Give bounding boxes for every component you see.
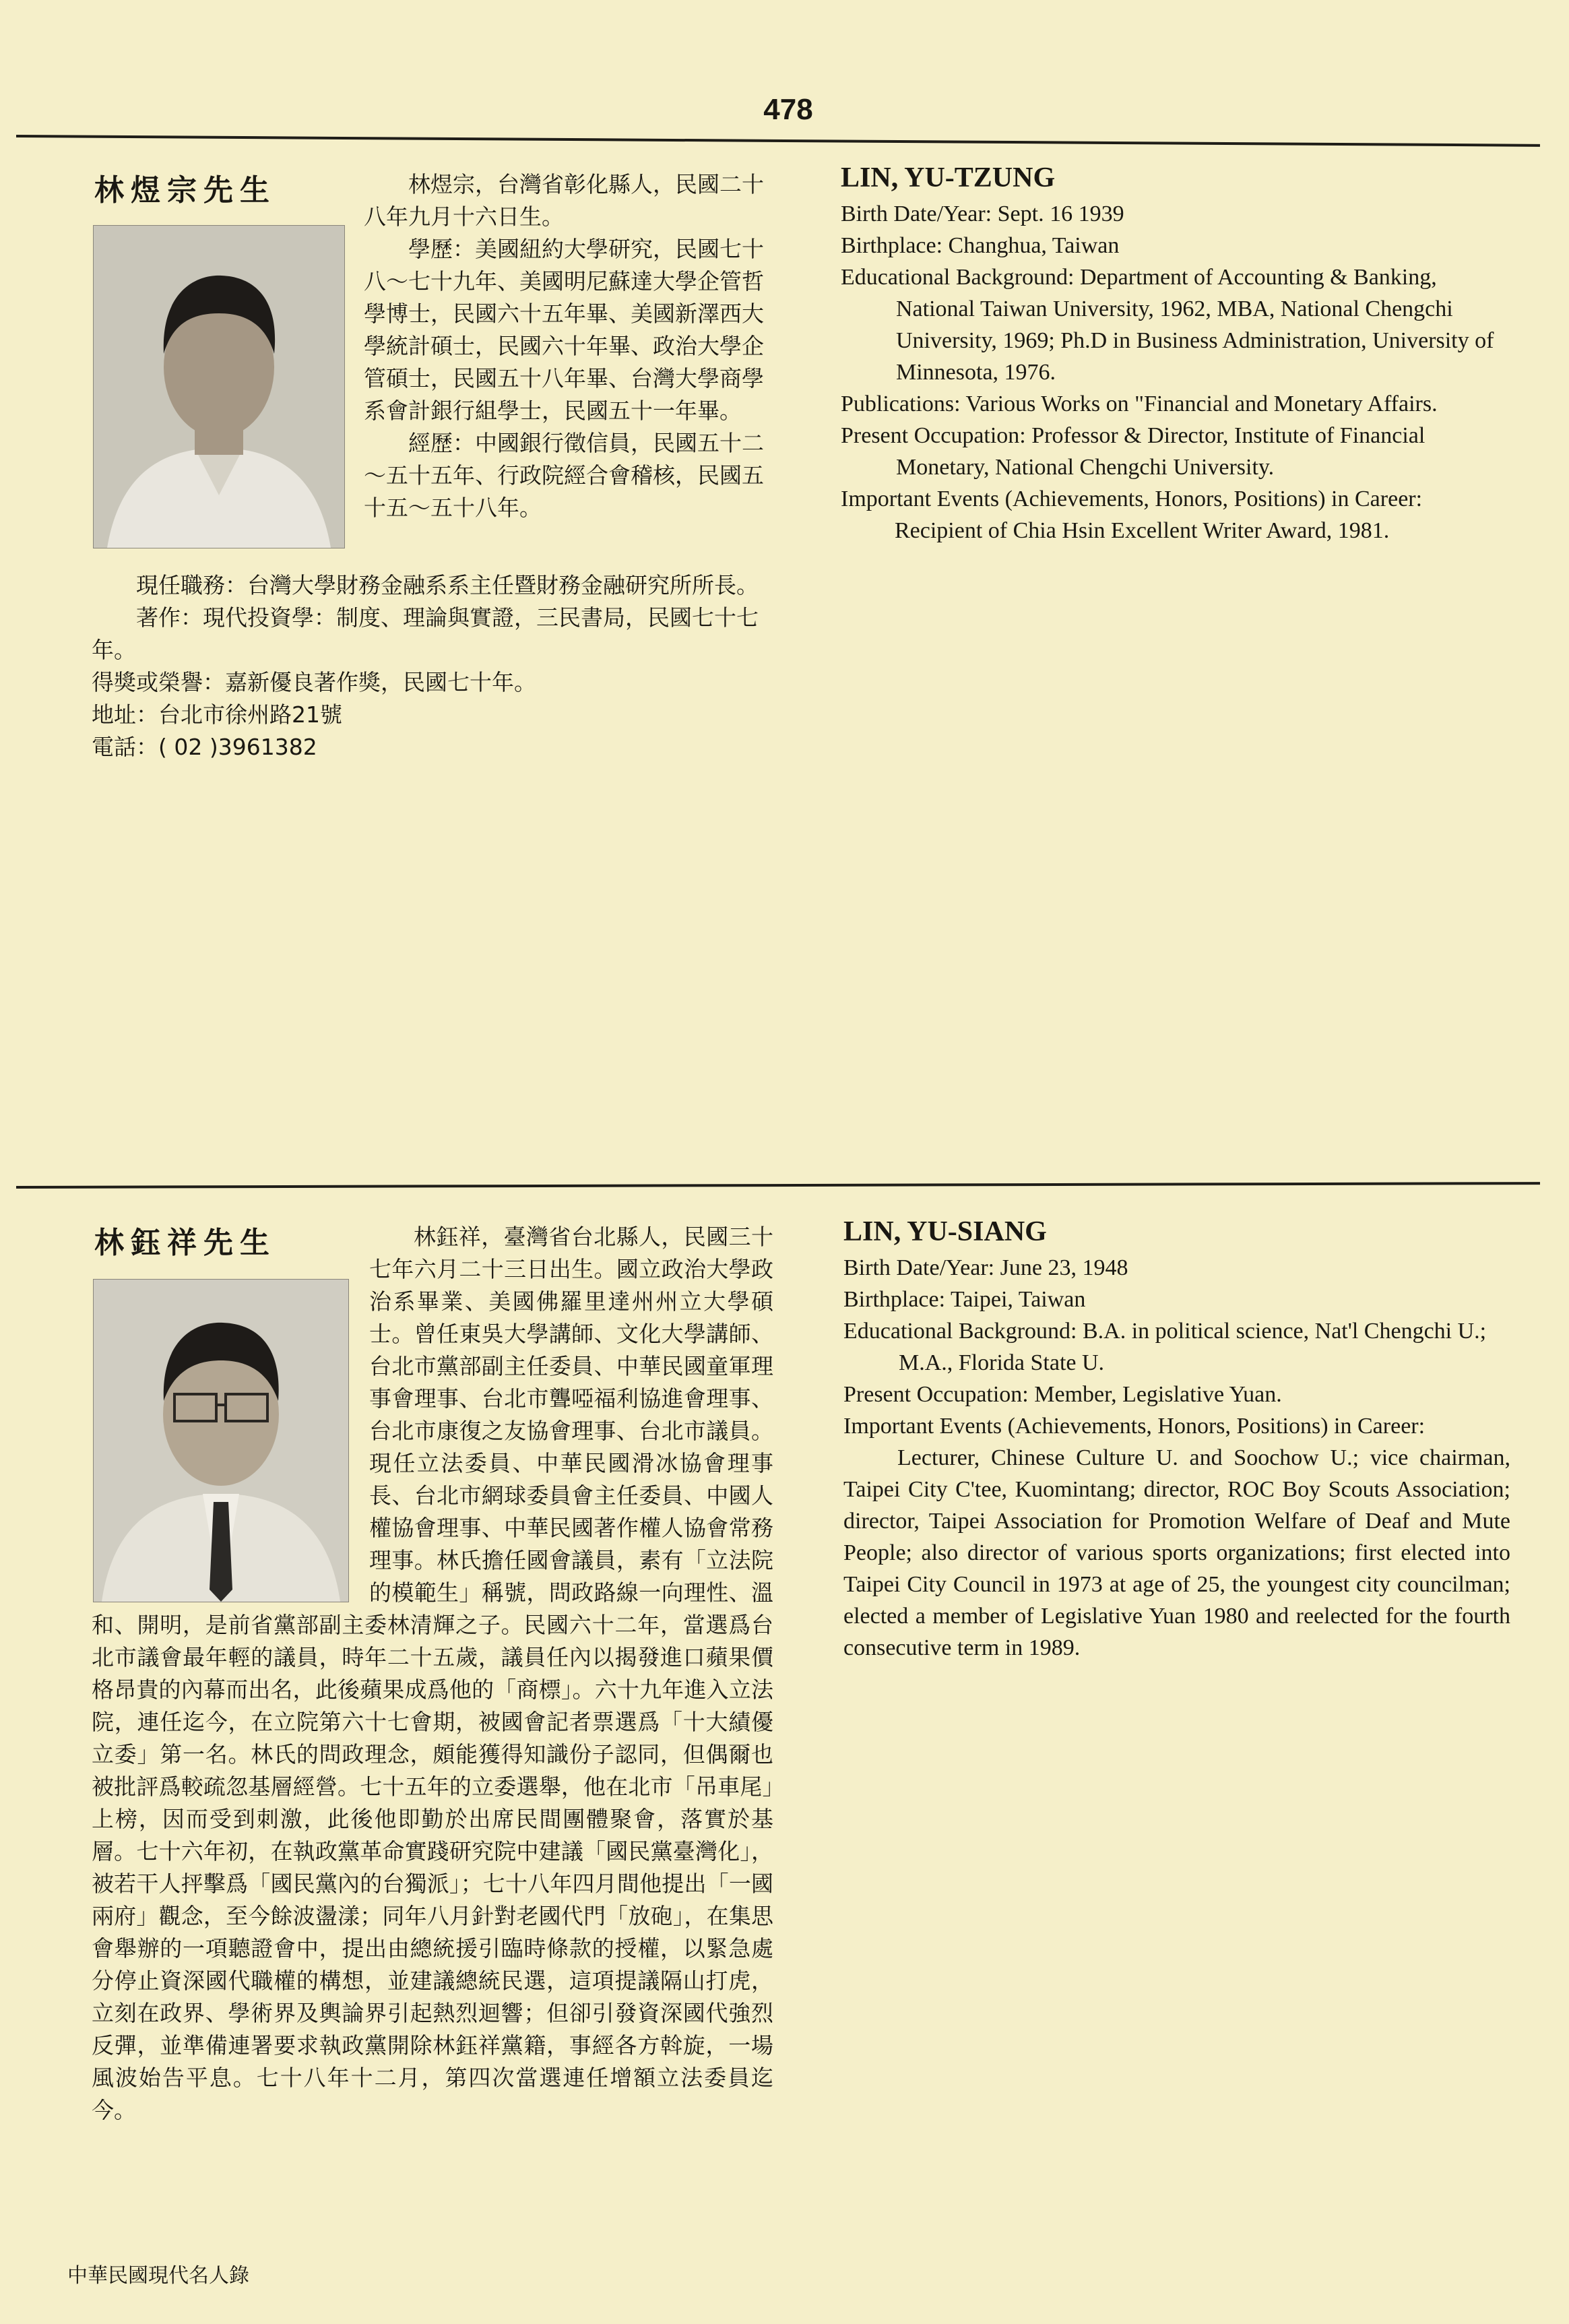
top-rule — [16, 135, 1540, 147]
english-biography — [841, 160, 1508, 546]
chinese-name: 林煜宗先生 — [94, 173, 276, 208]
english-line: Birthplace: Changhua, Taiwan — [841, 233, 1120, 258]
english-line: Publications: Various Works on "Financial and Monetary Affairs. — [841, 391, 1438, 416]
chinese-biography-lower — [92, 569, 773, 763]
english-line: Birthplace: Taipei, Taiwan — [843, 1287, 1086, 1312]
chinese-paragraph: 著作：現代投資學：制度、理論與實證，三民書局，民國七十七年。 — [92, 604, 759, 663]
english-line: Present Occupation: Professor & Director, Institute of Financial Monetary, National Chengchi University. — [841, 423, 1426, 480]
portrait-photo-icon — [93, 225, 345, 548]
book-title-footer: 中華民國現代名人錄 — [67, 2264, 249, 2288]
bleed-through-texture — [849, 593, 1523, 970]
english-line: Important Events (Achievements, Honors, Positions) in Career: — [843, 1414, 1426, 1439]
english-career: Recipient of Chia Hsin Excellent Writer Award, 1981. — [895, 518, 1390, 543]
english-line: Educational Background: Department of Accounting & Banking, National Taiwan University, 1962, MBA, National Chengchi University, 1969; Ph.D in Business Administration, University of Minnesota, 1976. — [841, 265, 1494, 385]
chinese-paragraph: 地址：台北市徐州路21號 — [92, 701, 342, 728]
chinese-paragraph: 經歷：中國銀行徵信員，民國五十二～五十五年、行政院經合會稽核，民國五十五～五十八年。 — [364, 430, 764, 521]
chinese-paragraph: 學歷：美國紐約大學研究，民國七十八～七十九年、美國明尼蘇達大學企管哲學博士，民國六十五年畢、美國新澤西大學統計碩士，民國六十年畢、政治大學企管碩士，民國五十八年畢、台灣大學商學系會計銀行組學士，民國五十一年畢。 — [364, 236, 764, 424]
chinese-paragraph: 林煜宗，台灣省彰化縣人，民國二十八年九月十六日生。 — [364, 171, 764, 230]
english-line: Birth Date/Year: Sept. 16 1939 — [841, 201, 1124, 226]
english-line: Birth Date/Year: June 23, 1948 — [843, 1255, 1128, 1280]
english-career: Lecturer, Chinese Culture U. and Soochow U.; vice chairman, Taipei City C'tee, Kuomintang; director, ROC Boy Scouts Association; director, Taipei Association for Promotion Welfare of Deaf and Mute People; also director of various sports organizations; first elected into Taipei City Council in 1973 at age of 25, the youngest city councilman; elected a member of Legislative Yuan 1980 and reelected for the fourth consecutive term in 1989. — [843, 1445, 1510, 1660]
english-line: Important Events (Achievements, Honors, Positions) in Career: — [841, 486, 1423, 511]
english-line: Educational Background: B.A. in political science, Nat'l Chengchi U.; M.A., Florida State U. — [843, 1319, 1487, 1375]
chinese-paragraph: 現任職務：台灣大學財務金融系系主任暨財務金融研究所所長。 — [136, 572, 759, 598]
page-number: 478 — [763, 93, 813, 126]
middle-rule — [16, 1182, 1540, 1189]
english-biography — [843, 1214, 1510, 1664]
english-name: LIN, YU-SIANG — [843, 1216, 1047, 1247]
chinese-biography — [92, 1221, 773, 2127]
photo-float-spacer — [92, 1221, 369, 1604]
english-line: Present Occupation: Member, Legislative Yuan. — [843, 1382, 1282, 1407]
chinese-name: 林鈺祥先生 — [94, 1226, 276, 1260]
english-name: LIN, YU-TZUNG — [841, 162, 1056, 193]
chinese-biography-upper — [364, 168, 773, 524]
chinese-paragraph: 電話：( 02 )3961382 — [92, 734, 317, 760]
chinese-paragraph: 得獎或榮譽：嘉新優良著作獎，民國七十年。 — [92, 669, 536, 695]
chinese-paragraph: 林鈺祥，臺灣省台北縣人，民國三十七年六月二十三日出生。國立政治大學政治系畢業、美國佛羅里達州州立大學碩士。曾任東吳大學講師、文化大學講師、台北市黨部副主任委員、中華民國童軍理事會理事、台北市聾啞福利協進會理事、台北市康復之友協會理事、台北市議員。現任立法委員、中華民國滑冰協會理事長、台北市網球委員會主任委員、中國人權協會理事、中華民國著作權人協會常務理事。林氏擔任國會議員，素有「立法院的模範生」稱號，問政路線一向理性、溫和、開明，是前省黨部副主委林清輝之子。民國六十二年，當選爲台北市議會最年輕的議員，時年二十五歲，議員任內以揭發進口蘋果價格昂貴的內幕而出名，此後蘋果成爲他的「商標」。六十九年進入立法院，連任迄今，在立院第六十七會期，被國會記者票選爲「十大績優立委」第一名。林氏的問政理念，頗能獲得知識份子認同，但偶爾也被批評爲較疏忽基層經營。七十五年的立委選舉，他在北市「吊車尾」上榜，因而受到刺激，此後他即勤於出席民間團體聚會，落實於基層。七十六年初，在執政黨革命實踐研究院中建議「國民黨臺灣化」，被若干人抨擊爲「國民黨內的台獨派」；七十八年四月間他提出「一國兩府」觀念，至今餘波盪漾；同年八月針對老國代門「放砲」，在集思會舉辦的一項聽證會中，提出由總統援引臨時條款的授權，以緊急處分停止資深國代職權的構想，並建議總統民選，這項提議隔山打虎，立刻在政界、學術界及輿論界引起熱烈迴響；但卻引發資深國代強烈反彈，並準備連署要求執政黨開除林鈺祥黨籍，事經各方斡旋，一場風波始告平息。七十八年十二月，第四次當選連任增額立法委員迄今。 — [92, 1224, 773, 2123]
